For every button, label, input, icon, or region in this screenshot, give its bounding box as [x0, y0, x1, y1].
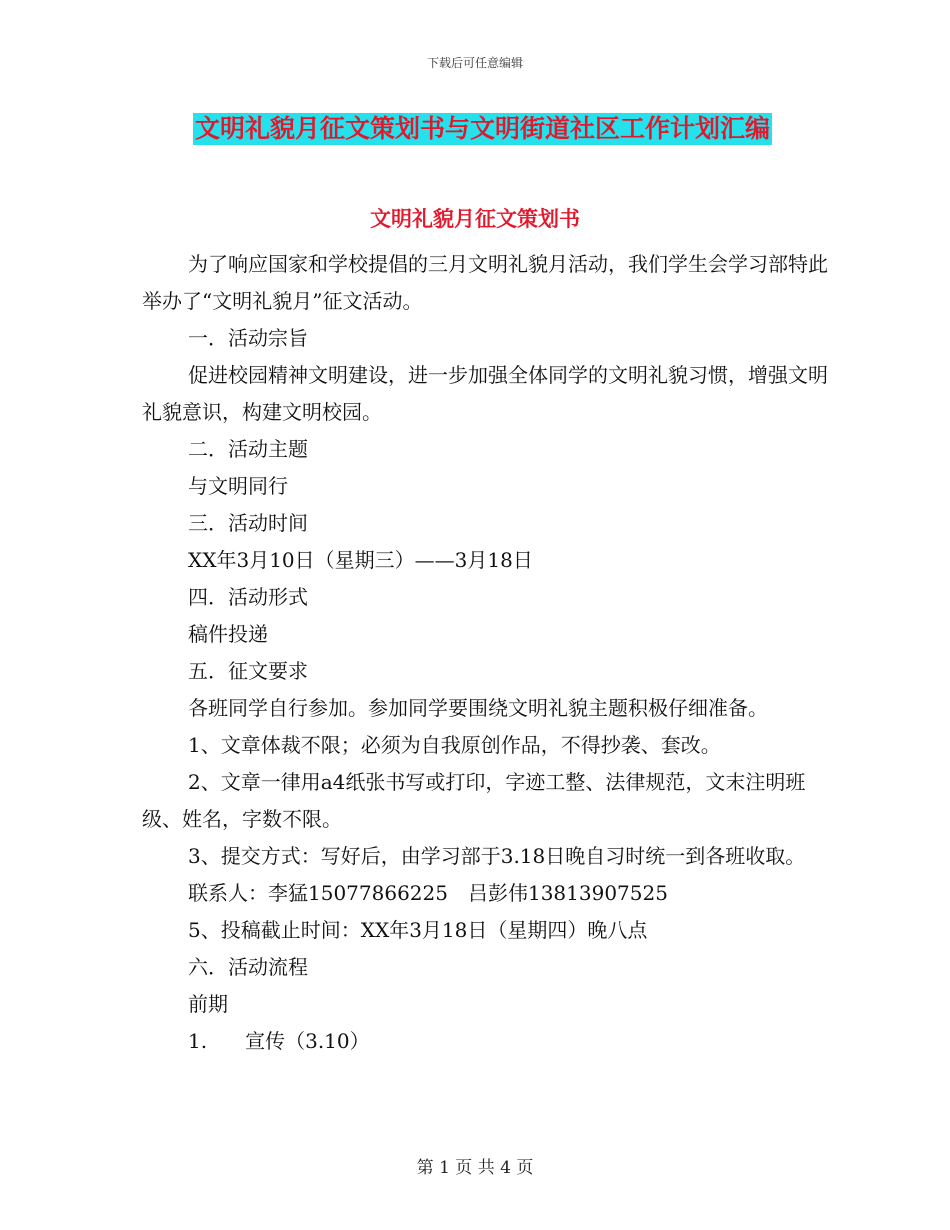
requirement-3: 3、提交方式：写好后，由学习部于3.18日晚自习时统一到各班收取。	[188, 844, 806, 868]
requirement-1: 1、文章体裁不限；必须为自我原创作品，不得抄袭、套改。	[188, 733, 721, 757]
requirements-paragraph: 各班同学自行参加。参加同学要围绕文明礼貌主题积极仔细准备。	[188, 696, 768, 720]
heading-theme: 二．活动主题	[188, 437, 308, 461]
purpose-paragraph: 促进校园精神文明建设，进一步加强全体同学的文明礼貌习惯，增强文明礼貌意识，构建文明校园。	[142, 363, 828, 424]
header-note: 下载后可任意编辑	[426, 56, 523, 70]
theme-paragraph: 与文明同行	[188, 474, 288, 498]
contact-paragraph: 联系人：李猛15077866225 吕彭伟13813907525	[188, 881, 668, 905]
heading-time: 三．活动时间	[188, 511, 308, 535]
list-item-text: 宣传（3.10）	[245, 1029, 370, 1053]
document-body	[142, 246, 832, 1060]
heading-format: 四．活动形式	[188, 585, 308, 609]
list-item-number: 1.	[188, 1029, 208, 1053]
requirement-2: 2、文章一律用a4纸张书写或打印，字迹工整、法律规范，文末注明班级、姓名，字数不限。	[142, 770, 806, 831]
heading-process: 六．活动流程	[188, 955, 308, 979]
heading-requirements: 五．征文要求	[188, 659, 308, 683]
deadline-paragraph: 5、投稿截止时间：XX年3月18日（星期四）晚八点	[188, 918, 648, 942]
phase-early: 前期	[188, 992, 228, 1016]
section-title: 文明礼貌月征文策划书	[370, 206, 580, 231]
intro-paragraph: 为了响应国家和学校提倡的三月文明礼貌月活动，我们学生会学习部特此举办了“文明礼貌月”征文活动。	[142, 252, 828, 313]
list-item	[142, 1023, 832, 1060]
document-main-title: 文明礼貌月征文策划书与文明街道社区工作计划汇编	[195, 114, 771, 143]
page-footer: 第 1 页 共 4 页	[416, 1158, 534, 1178]
heading-purpose: 一．活动宗旨	[188, 326, 308, 350]
time-paragraph: XX年3月10日（星期三）——3月18日	[188, 548, 533, 572]
format-paragraph: 稿件投递	[188, 622, 268, 646]
